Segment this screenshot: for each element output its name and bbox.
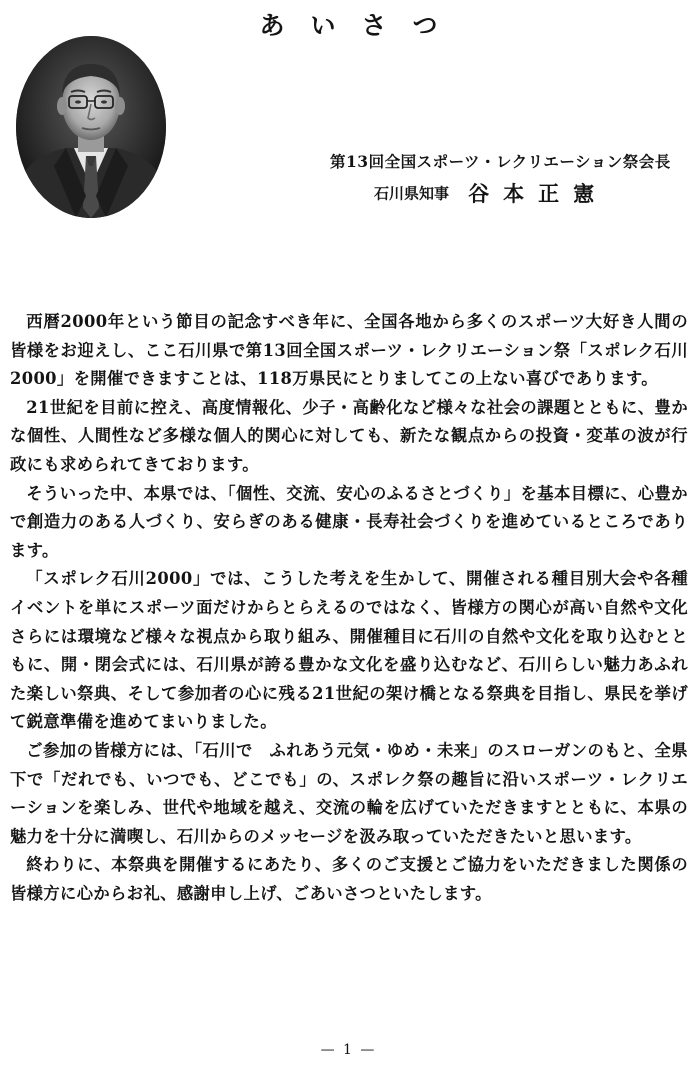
paragraph: 「スポレク石川2000」では、こうした考えを生かして、開催される種目別大会や各種イベントを単にスポーツ面だけからとらえるのではなく、皆様方の関心が高い自然や文化さらには環境など様々な視点から取り組み、開催種目に石川の自然や文化を取り込むとともに、開・閉会式には、石川県が誇る豊かな文化を盛り込むなど、石川らしい魅力あふれた楽しい祭典、そして参加者の心に残る21世紀の架け橋となる祭典を目指し、県民を挙げて鋭意準備を進めてまいりました。 (10, 569, 688, 732)
author-office: 石川県知事 (374, 184, 450, 203)
page-title: あいさつ (259, 11, 464, 40)
portrait-image (16, 36, 166, 218)
paragraph: 終わりに、本祭典を開催するにあたり、多くのご支援とご協力をいただきました関係の皆様方に心からお礼、感謝申し上げ、ごあいさつといたします。 (10, 855, 688, 903)
page-number: — 1 — (320, 1042, 377, 1058)
paragraph: 21世紀を目前に控え、高度情報化、少子・高齢化など様々な社会の課題とともに、豊かな個性、人間性など多様な個人的関心に対しても、新たな観点からの投資・変革の波が行政にも求められてきております。 (10, 397, 688, 474)
author-byline (374, 178, 608, 208)
greeting-body (10, 308, 688, 908)
paragraph: そういった中、本県では、「個性、交流、安心のふるさとづくり」を基本目標に、心豊かで創造力のある人づくり、安らぎのある健康・長寿社会づくりを進めているところであります。 (10, 483, 688, 560)
paragraph: ご参加の皆様方には、「石川で ふれあう元気・ゆめ・未来」のスローガンのもと、全県下で「だれでも、いつでも、どこでも」の、スポレク祭の趣旨に沿いスポーツ・レクリエーションを楽しみ、世代や地域を越え、交流の輪を広げていただきますとともに、本県の魅力を十分に満喫し、石川からのメッセージを汲み取っていただきたいと思います。 (10, 740, 688, 846)
paragraph: 西暦2000年という節目の記念すべき年に、全国各地から多くのスポーツ大好き人間の皆様をお迎えし、ここ石川県で第13回全国スポーツ・レクリエーション祭「スポレク石川2000」を開催できますことは、118万県民にとりましてこの上ない喜びであります。 (10, 312, 688, 389)
author-role: 第13回全国スポーツ・レクリエーション祭会長 (330, 152, 671, 171)
author-portrait (16, 36, 166, 218)
author-name: 谷本正憲 (468, 181, 609, 206)
